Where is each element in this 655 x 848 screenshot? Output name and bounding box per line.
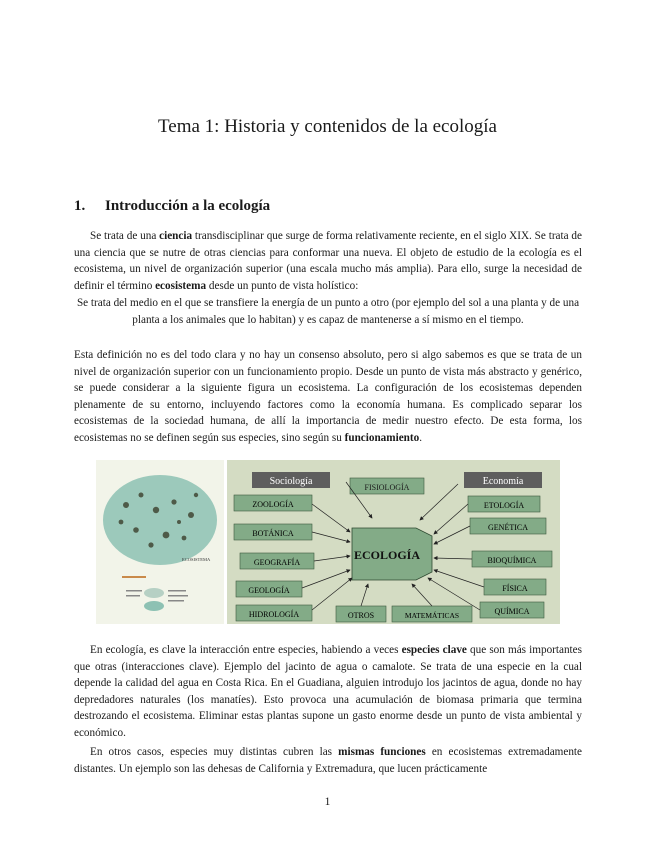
bold-term: especies clave	[401, 644, 467, 656]
box-label: FISIOLOGÍA	[364, 483, 410, 492]
box-label: GENÉTICA	[488, 523, 528, 532]
legend-oval	[144, 601, 164, 611]
text-run: desde un punto de vista holístico:	[206, 279, 359, 292]
box-label: QUÍMICA	[494, 607, 530, 616]
definition-quote: Se trata del medio en el que se transfiere la energía de un punto a otro (por ejemplo del sol a una planta y de una planta a los animales que lo habitan) y es capaz de mantenerse a sí mismo en el tiempo.	[76, 297, 580, 326]
page-number: 1	[324, 796, 331, 808]
paragraph-key-species	[74, 642, 582, 742]
bold-term: mismas funciones	[338, 746, 426, 758]
center-ecologia-label: ECOLOGÍA	[353, 548, 421, 562]
bold-term: funcionamiento	[344, 431, 420, 444]
section-heading	[74, 198, 270, 215]
ecosystem-label: ECOSISTEMA	[182, 557, 211, 562]
box-label: BOTÁNICA	[252, 529, 294, 538]
paragraph-functions	[74, 744, 582, 777]
text-run: En ecología, es clave la interacción entre especies, habiendo a veces	[90, 644, 402, 656]
bold-term: ciencia	[159, 230, 193, 242]
header-economia-label: Economía	[482, 476, 524, 487]
legend-line	[126, 590, 142, 592]
box-label: HIDROLOGÍA	[248, 610, 300, 619]
box-label: ETOLOGÍA	[483, 501, 525, 510]
bold-term: ecosistema	[155, 279, 207, 292]
legend-bar	[122, 576, 146, 578]
text-run: en ecosistemas extremadamente distantes. Un ejemplo son las dehesas de California y Extremadura, que lucen prácticamente	[74, 746, 583, 775]
legend-line	[168, 590, 186, 592]
box-label: GEOGRAFÍA	[253, 558, 301, 567]
box-label: BIOQUÍMICA	[487, 556, 537, 565]
box-label: FÍSICA	[502, 584, 528, 593]
box-label: OTROS	[347, 611, 375, 620]
legend-line	[168, 595, 188, 597]
text-run: Esta definición no es del todo clara y no hay un consenso absoluto, pero si algo sabemos es que se trata de un nivel de organización superior con un funcionamiento propio. Desde un punto de vista más abstracto y genérico, se puede considerar a la siguiente figura un ecosistema. La configuración de los ecosistemas dependen plenamente de su entorno, incluyendo factores como la economía humana. Es complicado separar los ecosistemas de la sociedad humana, de allí la importancia de medir nuestro efecto. De esta forma, los ecosistemas no se definen según sus especies, sino según su	[74, 349, 582, 444]
box-label: GEOLOGÍA	[248, 586, 290, 595]
legend-line	[168, 600, 184, 602]
box-label: MATEMÁTICAS	[404, 611, 460, 620]
text-run: .	[419, 431, 423, 444]
box-label: ZOOLOGÍA	[252, 500, 294, 509]
page-title: Tema 1: Historia y contenidos de la ecología	[158, 116, 497, 137]
text-run: que son más importantes que otras (interacciones clave). Ejemplo del jacinto de agua o camalote. Se trata de una especie en la cual depende la calidad del agua en Costa Rica. En el Guadiana, alguien introdujo los jacintos de agua, donde no hay depredadores naturales (los manatíes). Esto provoca una acumulación de biomasa primaria que termina destrozando el ecosistema. Eliminar estas plantas supone un gasto enorme desde un punto de vista ambiental y económico.	[74, 644, 582, 739]
paragraph-intro	[74, 228, 582, 294]
legend-line	[126, 595, 140, 597]
text-run: En otros casos, especies muy distintas cubren las	[90, 746, 339, 758]
section-title: Introducción a la ecología	[105, 198, 271, 214]
section-number: 1.	[74, 198, 86, 214]
text-run: Se trata de una	[90, 230, 160, 242]
paragraph-definition	[74, 347, 582, 447]
legend-oval	[144, 588, 164, 598]
ecology-figure	[96, 460, 560, 624]
header-sociologia-label: Sociología	[269, 476, 313, 487]
text-run: transdisciplinar que surge de forma relativamente reciente, en el siglo XIX. Se trata de una ciencia que se nutre de otras ciencias para conformar una nueva. El objeto de estudio de la ecología es el ecosistema, un nivel de organización superior (una escala mucho más amplia). Para ello, surge la necesidad de definir el término	[74, 230, 582, 292]
